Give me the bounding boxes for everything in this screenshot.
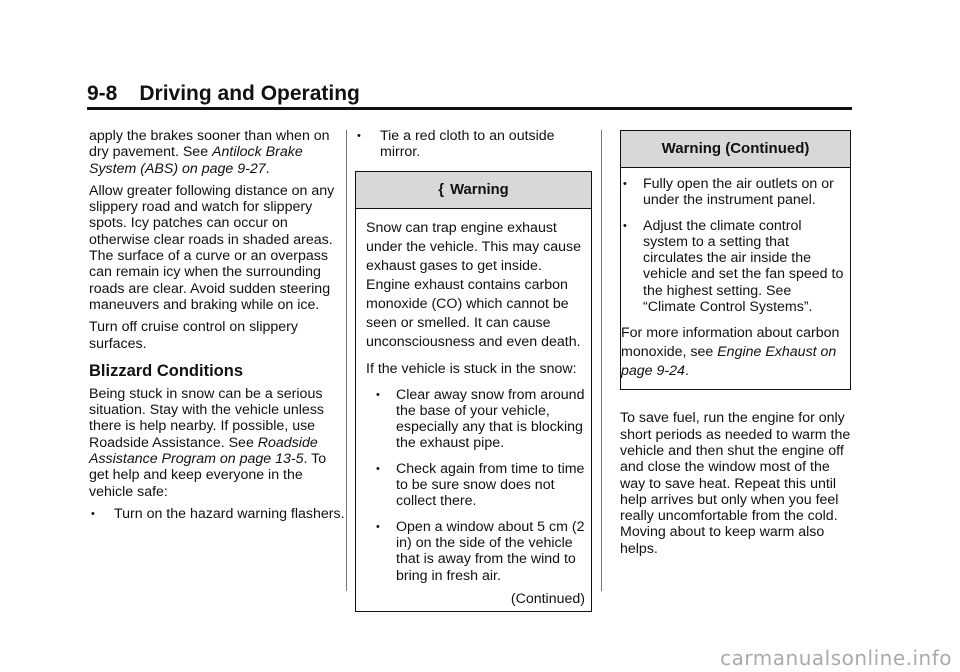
list-item: • Adjust the climate control system to a setting that circulates the air inside the vehicle and set the fan speed to the highest setting. See “Climate Control Systems”. (623, 217, 844, 316)
warning-box (355, 171, 592, 612)
list-item: • Clear away snow from around the base of your vehicle, especially any that is blocking the exhaust pipe. (376, 386, 585, 452)
page-header (87, 80, 852, 114)
warning-header (356, 172, 591, 209)
warning-paragraph: Snow can trap engine exhaust under the vehicle. This may cause exhaust gases to get inside. Engine exhaust contains carbon monoxide (CO) which cannot be seen or smelled. It can cause unconsciousness and even death. (366, 219, 582, 350)
paragraph-brakes: apply the brakes sooner than when on dry pavement. See Antilock Brake System (ABS) on page 9-27. (89, 128, 330, 177)
warning-paragraph: If the vehicle is stuck in the snow: (366, 360, 577, 377)
bullet-icon: • (376, 462, 380, 475)
column-divider (601, 130, 602, 591)
paragraph-cruise-control: Turn off cruise control on slippery surfaces. (89, 319, 298, 352)
cross-reference-exhaust: Engine Exhaust on page 9-24 (621, 344, 837, 380)
cross-reference-abs: Antilock Brake System (ABS) on page 9-27 (89, 144, 303, 177)
bullet-icon: • (376, 520, 380, 533)
section-title: Driving and Operating (139, 82, 360, 105)
bullet-icon: • (376, 388, 380, 401)
header-rule (87, 107, 852, 110)
list-item: • Check again from time to time to be sure snow does not collect there. (376, 460, 585, 510)
cross-reference-roadside: Roadside Assistance Program on page 13-5 (89, 434, 318, 468)
warning-title: Warning (450, 181, 509, 198)
column-2 (355, 128, 592, 612)
warning-paragraph: For more information about carbon monoxide, see Engine Exhaust on page 9-24. (621, 325, 840, 380)
continued-label: (Continued) (510, 590, 585, 607)
warning-box-continued (620, 130, 851, 390)
list-item: • Fully open the air outlets on or under the instrument panel. (623, 176, 834, 209)
paragraph-save-fuel: To save fuel, run the engine for only short periods as needed to warm the vehicle and then shut the engine off and close the window most of the way to save heat. Repeat this until help arrives but only when you feel really uncomfortable from the cold. Moving about to keep warm also helps. (620, 410, 851, 557)
bullet-icon: • (357, 130, 361, 142)
warning-body (621, 168, 850, 389)
paragraph-following-distance: Allow greater following distance on any slippery road and watch for slippery spots. Icy patches can occur on otherwise clear roads in shaded areas. The surface of a curve or an overpass can remain icy when the surrounding roads are clear. Avoid sudden steering maneuvers and braking while on ice. (89, 182, 335, 313)
section-heading-blizzard: Blizzard Conditions (89, 361, 243, 380)
column-divider (346, 130, 347, 591)
list-item: • Tie a red cloth to an outside mirror. (357, 128, 555, 161)
bullet-icon: • (623, 219, 627, 232)
bullet-icon: • (623, 178, 627, 190)
warning-symbol-icon: { (438, 180, 445, 198)
list-item: • Open a window about 5 cm (2 in) on the side of the vehicle that is away from the wind to bring in fresh air. (376, 518, 585, 584)
column-3 (620, 130, 851, 563)
bullet-icon: • (91, 507, 95, 520)
page-title (87, 82, 360, 106)
watermark: carmanualsonline.info (720, 646, 952, 670)
section-number: 9-8 (87, 82, 118, 105)
paragraph-stuck-in-snow: Being stuck in snow can be a serious situation. Stay with the vehicle unless there is help nearby. If possible, use Roadside Assistance. See Roadside Assistance Program on page 13-5. To get help and keep everyone in the vehicle safe: (89, 385, 327, 500)
list-item: • Turn on the hazard warning flashers. (91, 505, 345, 522)
warning-body (356, 209, 591, 611)
column-1 (89, 128, 347, 528)
warning-header: Warning (Continued) (621, 131, 850, 168)
